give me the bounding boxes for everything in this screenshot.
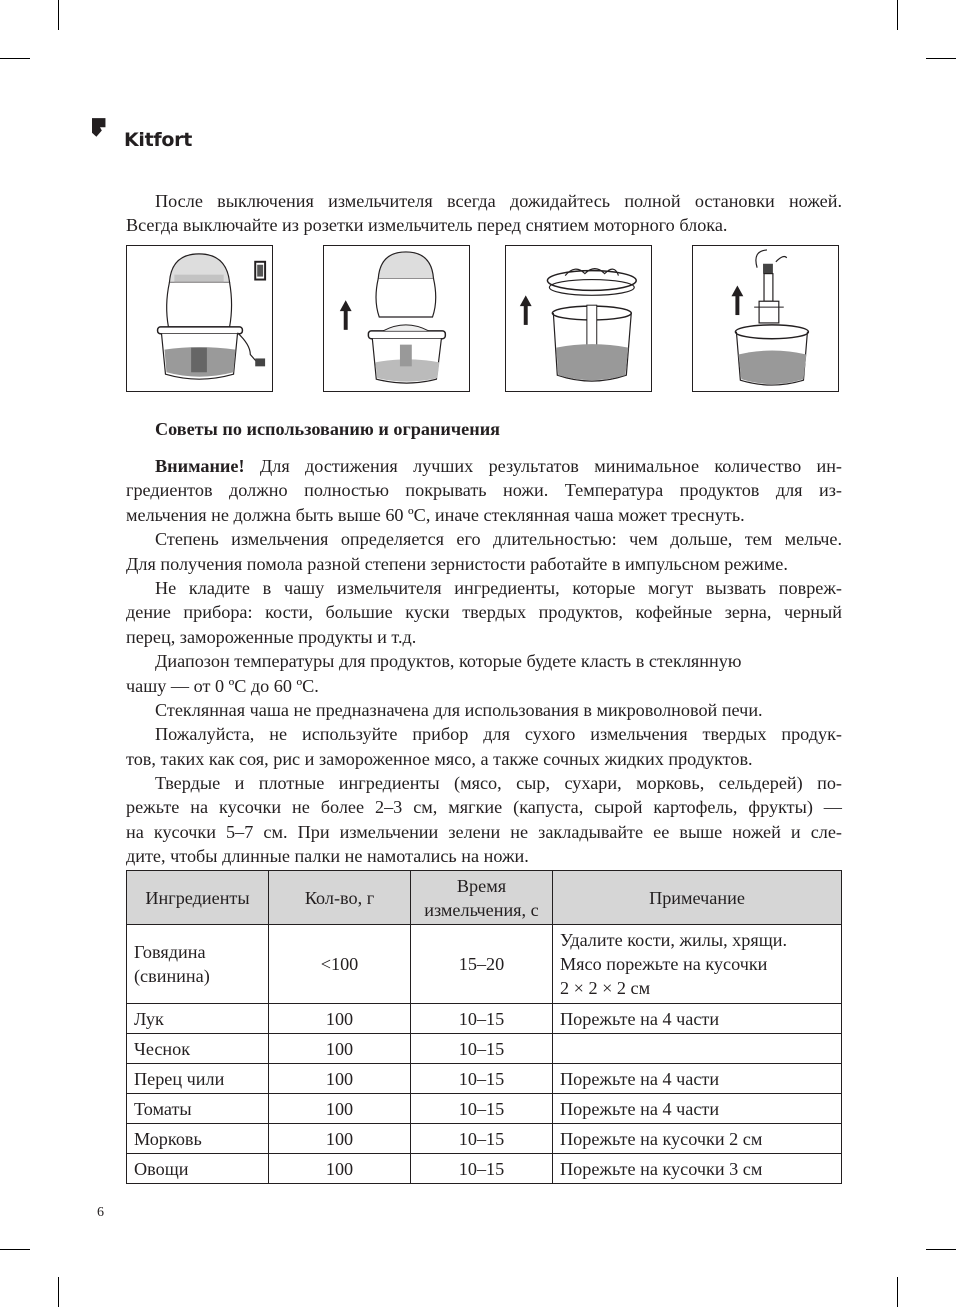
cell-note: Порежьте на 4 части — [553, 1094, 842, 1124]
figure-unplug — [126, 245, 273, 392]
tips-body: Внимание! Для достижения лучших результатов минимальное количество ин- гредиентов должно полностью покрывать ножи. Температура продуктов для из- мельчения не должна быть выше 60 ºС, иначе стеклянная чаша может треснуть. Степень измельчения определяется его длительностью: чем дольше, тем мельче. Для получения помола разной степени зернистости работайте в импульсном режиме. Не кладите в чашу измельчителя ингредиенты, которые могут вызвать повреж- дение прибора: кости, большие куски твердых продуктов, кофейные зерна, черный перец, замороженные продукты и т.д. Диапозон температуры для продуктов, которые будете класть в стеклянную чашу — от 0 ºС до 60 ºС. Стеклянная чаша не предназначена для использования в микроволновой печи. Пожалуйста, не используйте прибор для сухого измельчения твердых продук- тов, таких как соя, рис и замороженное мясо, а также сочных жидких продуктов. Твердые и плотные ингредиенты (мясо, сыр, сухари, морковь, сельдерей) по- режьте на кусочки не более 2–3 см, мягкие (капуста, сырой картофель, фрукты) — на кусочки 5–7 см. При измельчении зелени не закладывайте ее выше ножей и сле- дите, чтобы длинные палки не намотались на ножи. — [126, 456, 842, 867]
cell-time: 10–15 — [411, 1064, 553, 1094]
table-header-row — [127, 871, 842, 925]
intro-line-1: После выключения измельчителя всегда дожидайтесь полной остановки ножей. — [155, 191, 842, 211]
crop-mark-bl-h — [0, 1249, 30, 1250]
section-heading: Советы по использованию и ограничения — [155, 419, 501, 439]
table-row — [127, 1004, 842, 1034]
cell-note: Порежьте на 4 части — [553, 1004, 842, 1034]
header-note: Примечание — [553, 871, 842, 925]
cell-time: 10–15 — [411, 1124, 553, 1154]
crop-mark-tl-v — [58, 0, 59, 30]
header-ingredient: Ингредиенты — [127, 871, 269, 925]
cell-note: Порежьте на 4 части — [553, 1064, 842, 1094]
intro-paragraph — [126, 189, 842, 238]
cell-ingredient: Лук — [127, 1004, 269, 1034]
attention-label: Внимание! — [155, 456, 245, 476]
cell-ingredient: Морковь — [127, 1124, 269, 1154]
crop-mark-tr-v — [897, 0, 898, 30]
cell-amount: <100 — [269, 925, 411, 1004]
cell-amount: 100 — [269, 1124, 411, 1154]
figure-remove-blade — [692, 245, 839, 392]
cell-amount: 100 — [269, 1094, 411, 1124]
cell-ingredient: Говядина (свинина) — [127, 925, 269, 1004]
crop-mark-tr-h — [926, 58, 956, 59]
cell-amount: 100 — [269, 1004, 411, 1034]
crop-mark-br-v — [897, 1277, 898, 1307]
figure-remove-motor — [323, 245, 470, 392]
crop-mark-bl-v — [58, 1277, 59, 1307]
figure-remove-lid — [505, 245, 652, 392]
brand-name: Kitfort — [124, 129, 192, 151]
cell-note: Удалите кости, жилы, хрящи. Мясо порежьте на кусочки 2 × 2 × 2 см — [553, 925, 842, 1004]
cell-ingredient: Перец чили — [127, 1064, 269, 1094]
header-amount: Кол-во, г — [269, 871, 411, 925]
table-row — [127, 925, 842, 1004]
cell-note — [553, 1034, 842, 1064]
table-row — [127, 1124, 842, 1154]
cell-note: Порежьте на кусочки 2 см — [553, 1124, 842, 1154]
table-row — [127, 1154, 842, 1184]
crop-mark-br-h — [926, 1249, 956, 1250]
cell-ingredient: Чеснок — [127, 1034, 269, 1064]
cell-ingredient: Томаты — [127, 1094, 269, 1124]
table-row — [127, 1064, 842, 1094]
cell-time: 10–15 — [411, 1154, 553, 1184]
chopping-table — [126, 870, 842, 1184]
intro-line-2: Всегда выключайте из розетки измельчитель перед снятием моторного блока. — [126, 215, 728, 236]
table-row — [127, 1094, 842, 1124]
crop-mark-tl-h — [0, 58, 30, 59]
table-row — [127, 1034, 842, 1064]
header-time: Время измельчения, с — [411, 871, 553, 925]
cell-time: 15–20 — [411, 925, 553, 1004]
cell-amount: 100 — [269, 1154, 411, 1184]
cell-time: 10–15 — [411, 1034, 553, 1064]
cell-ingredient: Овощи — [127, 1154, 269, 1184]
cell-note: Порежьте на кусочки 3 см — [553, 1154, 842, 1184]
cell-time: 10–15 — [411, 1004, 553, 1034]
cell-amount: 100 — [269, 1034, 411, 1064]
cell-time: 10–15 — [411, 1094, 553, 1124]
page-number: 6 — [97, 1205, 104, 1220]
cell-amount: 100 — [269, 1064, 411, 1094]
